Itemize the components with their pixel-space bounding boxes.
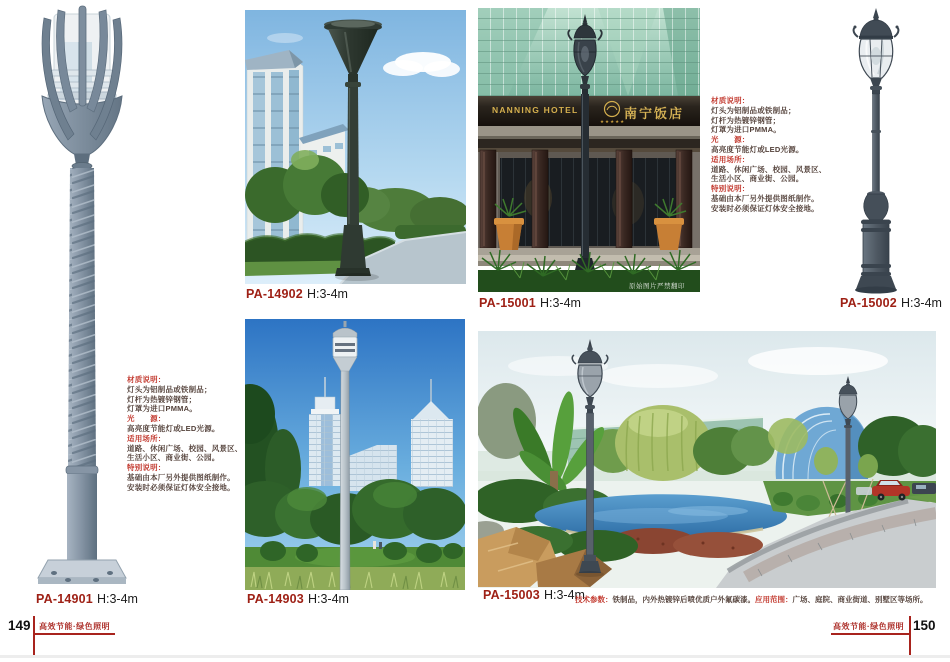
spec-line: 高亮度节能灯或LED光源。 <box>711 144 804 154</box>
lantern-head <box>854 8 899 94</box>
lamp-pole <box>66 168 98 562</box>
product-id: PA-15003 <box>483 588 540 602</box>
product-height: H:3-4m <box>539 296 581 310</box>
spec-line: 道路、休闲广场、校园、风景区、 <box>711 164 827 174</box>
product-height: H:3-4m <box>306 287 348 301</box>
product-image-pa14901 <box>20 4 210 590</box>
photo-pa14902 <box>245 10 466 284</box>
spec-block-left <box>127 375 249 493</box>
lamp-head <box>42 6 122 170</box>
product-id: PA-14903 <box>247 592 304 606</box>
spec-heading-special: 特别说明： <box>127 463 166 473</box>
product-height: H:3-4m <box>307 592 349 606</box>
spec-line: 基础由本厂另外提供图纸制作。 <box>711 193 819 203</box>
photo-pa15003 <box>478 331 936 588</box>
page-number-right: 150 <box>913 618 936 633</box>
product-height: H:3-4m <box>96 592 138 606</box>
spec-line: 安装时必须保证灯体安全接地。 <box>127 482 235 492</box>
hotel-stars: ★★★★★ <box>600 119 626 124</box>
spec-line: 灯头为铝制品或铁制品； <box>127 384 212 394</box>
hotel-name-en: NANNING HOTEL <box>492 105 579 115</box>
spec-heading-material: 材质说明： <box>127 375 166 384</box>
spec-line: 安装时必须保证灯体安全接地。 <box>711 203 819 213</box>
page-number-left: 149 <box>8 618 31 633</box>
spec-line: 灯杆为热镀锌钢管； <box>127 394 197 404</box>
foreground-grass <box>245 567 465 590</box>
hotel-name-cn: 南宁饭店 <box>624 106 685 121</box>
product-height: H:3-4m <box>543 588 585 602</box>
photo-watermark: 原始图片严禁翻印 <box>629 283 685 290</box>
product-id: PA-15001 <box>479 296 536 310</box>
application-text: 广场、庭院、商业街道、别墅区等场所。 <box>792 595 928 604</box>
tech-note-pa15003 <box>575 594 928 605</box>
spec-heading-light-source: 光 源： <box>711 135 750 145</box>
spec-line: 生活小区、商业街、公园。 <box>127 453 220 463</box>
product-label-pa15003 <box>483 589 585 602</box>
spec-block-right <box>711 96 833 214</box>
product-label-pa14901 <box>36 593 138 606</box>
spec-line: 灯杆为热镀锌钢管； <box>711 115 781 125</box>
footer-slogan-left: 高效节能·绿色照明 <box>39 622 111 631</box>
spec-heading-places: 适用场所： <box>711 154 750 164</box>
lantern-base <box>855 220 897 294</box>
spec-line: 灯头为铝制品或铁制品； <box>711 105 796 115</box>
spec-line: 基础由本厂另外提供图纸制作。 <box>127 472 235 482</box>
product-id: PA-15002 <box>840 296 897 310</box>
lantern-pole <box>864 94 889 220</box>
spec-heading-material: 材质说明： <box>711 96 750 105</box>
footer-slogan-right: 高效节能·绿色照明 <box>833 622 905 631</box>
product-image-pa15002 <box>832 6 944 298</box>
spec-line: 高亮度节能灯或LED光源。 <box>127 423 220 433</box>
product-label-pa14903 <box>247 593 349 606</box>
photo-pa14903 <box>245 319 465 590</box>
page-edge-shadow <box>0 655 950 658</box>
footer-divider-left <box>33 616 35 658</box>
product-label-pa15001 <box>479 297 581 310</box>
footer-underline-left <box>33 633 115 635</box>
spec-heading-light-source: 光 源： <box>127 414 166 424</box>
spec-heading-places: 适用场所： <box>127 433 166 443</box>
lamp-base <box>38 560 126 584</box>
spec-line: 道路、休闲广场、校园、风景区、 <box>127 443 243 453</box>
spec-line: 灯罩为进口PMMA。 <box>127 404 197 414</box>
product-height: H:3-4m <box>900 296 942 310</box>
footer-divider-right <box>909 616 911 658</box>
footer-underline-right <box>831 633 909 635</box>
application-label: 应用范围： <box>755 595 793 604</box>
product-label-pa14902 <box>246 288 348 301</box>
product-id: PA-14901 <box>36 592 93 606</box>
photo-pa15001 <box>478 8 700 292</box>
spec-line: 灯罩为进口PMMA。 <box>711 125 781 135</box>
spec-heading-special: 特别说明： <box>711 184 750 194</box>
product-label-pa15002 <box>840 297 942 310</box>
spec-line: 生活小区、商业街、公园。 <box>711 174 804 184</box>
tech-params-text: 铁制品，内外热镀锌后喷优质户外氟碳漆。 <box>612 595 755 604</box>
tech-params-label: 技术参数： <box>575 595 613 604</box>
product-id: PA-14902 <box>246 287 303 301</box>
